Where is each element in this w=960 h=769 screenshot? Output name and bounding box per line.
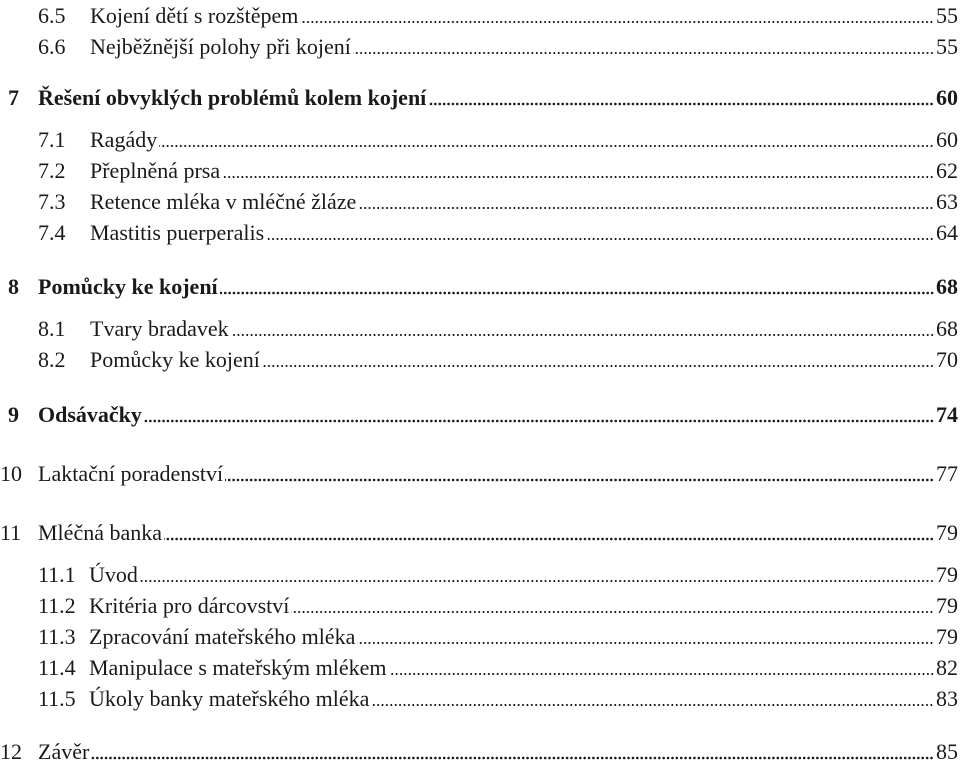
toc-title: Závěr [38,739,90,764]
toc-number: 11.3 [38,624,76,649]
toc-page-number: 70 [936,347,958,372]
toc-number: 11.1 [38,562,76,587]
toc-entry-11-4[interactable] [0,649,960,681]
toc-page-number: 68 [936,274,958,299]
toc-entry-7-3[interactable] [0,183,960,215]
toc-page-number: 79 [936,624,958,649]
leader-dots [266,237,934,241]
toc-entry-8-2[interactable] [0,341,960,373]
toc-number: 7.1 [38,127,66,152]
toc-entry-8-1[interactable] [0,310,960,342]
toc-title: Úkoly banky mateřského mléka [89,686,370,711]
leader-dots [159,144,934,148]
toc-title: Tvary bradavek [90,316,229,341]
toc-page-number: 74 [936,402,958,427]
toc-page-number: 85 [936,739,958,764]
toc-number: 7.4 [38,220,66,245]
toc-title: Odsávačky [38,402,142,427]
leader-dots [144,419,934,423]
toc-entry-7[interactable] [0,79,960,111]
toc-title: Úvod [89,562,138,587]
leader-dots [91,756,934,760]
leader-dots [358,206,934,210]
toc-number: 9 [8,402,19,427]
leader-dots [389,672,934,676]
toc-page-number: 63 [936,189,958,214]
toc-title: Mléčná banka [38,520,162,545]
toc-number: 11.2 [38,593,76,618]
leader-dots [262,364,934,368]
toc-page-number: 62 [936,158,958,183]
toc-entry-7-1[interactable] [0,121,960,153]
toc-page-number: 77 [936,461,958,486]
leader-dots [231,333,934,337]
toc-number: 6.6 [38,34,66,59]
leader-dots [222,175,934,179]
toc-page-number: 55 [936,3,958,28]
toc-page-number: 79 [936,562,958,587]
toc-page-number: 79 [936,593,958,618]
leader-dots [164,537,934,541]
toc-title: Řešení obvyklých problémů kolem kojení [38,85,427,110]
toc-title: Pomůcky ke kojení [38,274,218,299]
toc-number: 6.5 [38,3,66,28]
toc-number: 12 [0,739,22,764]
toc-page-number: 82 [936,655,958,680]
toc-number: 11 [0,520,22,545]
toc-entry-11-5[interactable] [0,680,960,712]
toc-entry-11-3[interactable] [0,618,960,650]
toc-title: Kojení dětí s rozštěpem [90,3,299,28]
toc-title: Pomůcky ke kojení [90,347,260,372]
toc-entry-12[interactable] [0,733,960,765]
toc-title: Retence mléka v mléčné žláze [90,189,357,214]
toc-entry-8[interactable] [0,268,960,300]
leader-dots [357,641,934,645]
toc-entry-9[interactable] [0,396,960,428]
leader-dots [428,102,934,106]
toc-title: Přeplněná prsa [90,158,221,183]
leader-dots [291,610,934,614]
toc-entry-6-5[interactable] [0,0,960,29]
toc-number: 11.5 [38,686,76,711]
toc-number: 8.2 [38,347,66,372]
toc-entry-6-6[interactable] [0,28,960,60]
leader-dots [140,579,934,583]
toc-page-number: 83 [936,686,958,711]
leader-dots [371,703,934,707]
leader-dots [225,478,934,482]
toc-number: 7.2 [38,158,66,183]
toc-title: Manipulace s mateřským mlékem [89,655,387,680]
toc-entry-10[interactable] [0,455,960,487]
toc-entry-11-1[interactable] [0,556,960,588]
toc-page-number: 68 [936,316,958,341]
toc-page-number: 55 [936,34,958,59]
leader-dots [220,291,934,295]
toc-title: Laktační poradenství [38,461,224,486]
toc-title: Nejběžnější polohy při kojení [90,34,351,59]
toc-number: 8.1 [38,316,66,341]
toc-title: Ragády [90,127,158,152]
toc-page-number: 60 [936,85,958,110]
toc-title: Kritéria pro dárcovství [89,593,290,618]
leader-dots [353,51,934,55]
toc-page-number: 64 [936,220,958,245]
toc-title: Zpracování mateřského mléka [89,624,356,649]
toc-title: Mastitis puerperalis [90,220,265,245]
toc-number: 8 [8,274,19,299]
toc-entry-11[interactable] [0,514,960,546]
toc-entry-11-2[interactable] [0,587,960,619]
toc-entry-7-4[interactable] [0,214,960,246]
toc-page-number: 60 [936,127,958,152]
toc-page-number: 79 [936,520,958,545]
leader-dots [300,20,934,24]
toc-number: 7 [8,85,19,110]
toc-number: 11.4 [38,655,76,680]
toc-number: 7.3 [38,189,66,214]
toc-entry-7-2[interactable] [0,152,960,184]
toc-number: 10 [0,461,22,486]
